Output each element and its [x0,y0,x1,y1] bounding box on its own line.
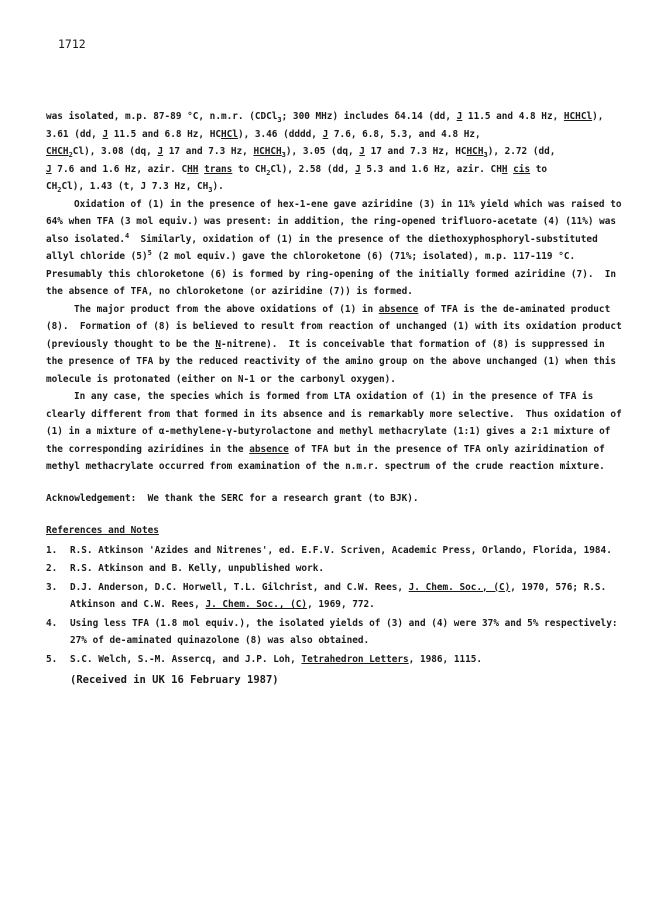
reference-list [46,542,626,669]
selectivity-paragraph: In any case, the species which is formed from LTA oxidation of (1) in the presence of TFA is clearly different from that formed in its absence and is remarkably more selective. Thus oxidation of (1) in a mixture of α-methylene-γ-butyrolactone and methyl methacrylate (1:1) gives a 2:1 mixture of the corresponding aziridines in the absence of TFA but in the presence of TFA only aziridination of methyl methacrylate occurred from examination of the n.m.r. spectrum of the crude reaction mixture. [46,391,628,472]
reference-item: 2. R.S. Atkinson and B. Kelly, unpublished work. [46,563,324,574]
deaminated-paragraph: The major product from the above oxidations of (1) in absence of TFA is the de-aminated product (8). Formation of (8) is believed to result from reaction of unchanged (1) with its oxidation product (previously thought to be the N-nitrene). It is conceivable that formation of (8) is suppressed in the presence of TFA by the reduced reactivity of the amino group on the above unchanged (1) when this molecule is protonated (either on N-1 or the carbonyl oxygen). [46,303,628,385]
reference-item: 5. S.C. Welch, S.-M. Assercq, and J.P. Loh, Tetrahedron Letters, 1986, 1115. [46,653,483,665]
reference-item: 3. D.J. Anderson, D.C. Horwell, T.L. Gilchrist, and C.W. Rees, J. Chem. Soc., (C), 1970, 576; R.S. Atkinson and C.W. Rees, J. Chem. Soc., (C), 1969, 772. [46,581,607,610]
page-number: 1712 [58,37,86,51]
hexene-paragraph: Oxidation of (1) in the presence of hex-1-ene gave aziridine (3) in 11% yield which was raised to 64% when TFA (3 mol equiv.) was present: in addition, the ring-opened trifluoro-acetate (4) (11%) was also isolated.$^4$ Similarly, oxidation of (1) in the presence of the diethoxyphosphoryl-substituted allyl chloride $(5)^5$ (2 mol equiv.) gave the chloroketone (6) (71%; isolated), m.p. 117-119 °C. Presumably this chloroketone (6) is formed by ring-opening of the initially formed aziridine (7). In the absence of TFA, no chloroketone (or aziridine (7)) is formed. [46,198,628,297]
received-date: (Received in UK 16 February 1987) [70,674,279,686]
references-heading: References and Notes [46,525,159,536]
article-body [46,108,626,690]
reference-item: 4. Using less TFA (1.8 mol equiv.), the isolated yields of (3) and (4) were 37% and 5% respectively: 27% of de-aminated quinazolone (8) was also obtained. [46,617,618,646]
reference-item: 1. R.S. Atkinson 'Azides and Nitrenes', ed. E.F.V. Scriven, Academic Press, Orlando, Florida, 1984. [46,544,612,556]
nmr-paragraph: was isolated, m.p. 87-89 °C, n.m.r. (CDCl$_3$; 300 MHz) includes δ4.14 (dd, J 11.5 and 4.8 Hz, HCHCl), 3.61 (dd, J 11.5 and 6.8 Hz, HCHCl), 3.46 (dddd, J 7.6, 6.8, 5.3, and 4.8 Hz, $CHCH_2Cl$), 3.08 (dq, J 17 and 7.3 Hz, $HCHCH_3$), 3.05 (dq, J 17 and 7.3 Hz, $HCHCH_3$), 2.72 (dd, J 7.6 and 1.6 Hz, azir. CHH trans to $CH_2Cl$), 2.58 (dd, J 5.3 and 1.6 Hz, azir. CHH cis to $CH_2Cl$), 1.43 (t, J 7.3 Hz, $CH_3$). [46,111,610,194]
acknowledgement: Acknowledgement: We thank the SERC for a research grant (to BJK). [46,492,419,504]
